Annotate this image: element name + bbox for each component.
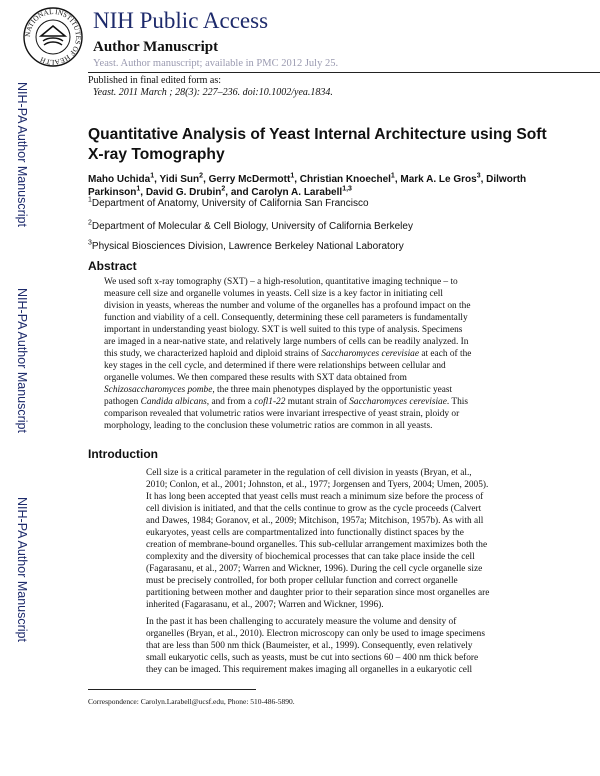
author-manuscript-subtitle: Author Manuscript — [93, 39, 219, 55]
text-line: important in understanding yeast biology. SXT is well suited to this type of analysis. Specimens — [104, 325, 463, 335]
footnote-divider — [88, 689, 256, 690]
text-line: pathogen Candida albicans, and from a cofl1-22 mutant strain of Saccharomyces cerevisiae. This — [104, 397, 469, 407]
text-line: function and viability of a cell. Consequently, determining these cell parameters is fundamentally — [104, 313, 468, 323]
text-line: measure cell size and organelle volumes in yeasts. Cell size is a key factor in initiating cell — [104, 289, 443, 299]
affiliation-2-text: Department of Molecular & Cell Biology, University of California Berkeley — [91, 221, 413, 232]
text-line: must be precisely controlled, for both proper cellular function and correct organelle — [146, 576, 458, 586]
article-title: Quantitative Analysis of Yeast Internal Architecture using Soft X-ray Tomography — [88, 126, 547, 163]
abstract-body — [104, 276, 471, 432]
text-line: key stages in the cell cycle, and determined if there were relationships between cellular and — [104, 361, 446, 371]
introduction-paragraph-1 — [146, 467, 489, 611]
affiliation-3-text: Physical Biosciences Division, Lawrence Berkeley National Laboratory — [91, 241, 404, 252]
affiliation-1-text: Department of Anatomy, University of California San Francisco — [91, 198, 369, 209]
text-line: division in yeasts, whereas the number and volume of the organelles has a profound impact on the — [104, 301, 471, 311]
citation-line — [93, 87, 333, 99]
text-line: partitioning between mother and daughter prior to their separation since most organelles are — [146, 588, 490, 598]
text-line: We used soft x-ray tomography (SXT) – a high-resolution, quantitative imaging technique – to — [104, 277, 458, 287]
affiliation-3 — [88, 241, 404, 253]
text-line: Schizosaccharomyces pombe, the three main phenotypes displayed by the opportunistic yeast — [104, 385, 453, 395]
published-in-label: Published in final edited form as: — [88, 75, 222, 86]
side-label-top: NIH-PA Author Manuscript — [15, 82, 29, 227]
affiliation-1-num: 1 — [88, 196, 92, 204]
introduction-paragraph-2 — [146, 616, 485, 676]
text-line: 2010; Conlon, et al., 2001; Johnston, et al., 1977; Jorgensen and Tyers, 2004; Umen, 2005). — [146, 480, 489, 490]
text-line: they can be imaged. This requirement makes imaging all organelles in a eukaryotic cell — [146, 665, 473, 675]
text-line: comparison revealed that volumetric ratios were invariant irrespective of yeast strain, ploidy or — [104, 409, 460, 419]
citation-text: Yeast. 2011 March ; 28(3): 227–236. doi:10.1002/yea.1834. — [93, 87, 333, 98]
author-list: Maho Uchida$^1$, Yidi Sun$^2$, Gerry McDermott$^1$, Christian Knoechel$^1$, Mark A. Le Gros$^3$, Dilworth Parkinson$^1$, David G. Drubin$^2$, and Carolyn A. Larabell$^{1,3}$ — [88, 172, 527, 198]
correspondence-footnote: Correspondence: Carolyn.Larabell@ucsf.edu, Phone: 510-486-5890. — [88, 697, 295, 706]
text-line: complexity and the diversity of biochemical processes that can take place inside the cell — [146, 552, 475, 562]
affiliation-3-num: 3 — [88, 239, 92, 247]
nih-logo — [22, 6, 84, 68]
text-line: inherited (Fagarasanu, et al., 2007; Warren and Wickner, 1996). — [146, 600, 384, 610]
affiliation-2 — [88, 221, 413, 233]
affiliation-2-num: 2 — [88, 219, 92, 227]
pmc-availability-note: Yeast. Author manuscript; available in PMC 2012 July 25. — [93, 58, 339, 69]
text-line: organelles (Bryan, et al., 2010). Electron microscopy can only be used to image specimens — [146, 629, 485, 639]
text-line: are imaged in a near-native state, and relatively large numbers of cells can be readily analyzed. In — [104, 337, 469, 347]
text-line: Cell size is a critical parameter in the regulation of cell division in yeasts (Bryan, et al., — [146, 468, 472, 478]
text-line: cell division is initiated, and that the cells continue to grow as the cycle proceeds (Calvert — [146, 504, 482, 514]
abstract-heading: Abstract — [88, 259, 137, 273]
introduction-heading: Introduction — [88, 447, 158, 461]
text-line: that are less than 500 nm thick (Baumeister, et al., 1999). Consequently, even relatively — [146, 641, 473, 651]
text-line: organelle volumes. We then compared these results with SXT data obtained from — [104, 373, 407, 383]
text-line: and Dawes, 1984; Goranov, et al., 2009; Mitchison, 1957a; Mitchison, 1957b). As with all — [146, 516, 484, 526]
header-divider — [88, 72, 600, 73]
text-line: eukaryotes, yeast cells are compartmentalized into functionally distinct spaces by the — [146, 528, 464, 538]
text-line: creation of membrane-bound organelles. This sub-cellular arrangement maximizes both the — [146, 540, 488, 550]
side-label-middle: NIH-PA Author Manuscript — [15, 288, 29, 433]
text-line: morphology, leading to the conclusion these volumetric ratios are common in all yeasts. — [104, 421, 433, 431]
side-label-bottom: NIH-PA Author Manuscript — [15, 497, 29, 642]
nih-public-access-title: NIH Public Access — [93, 8, 269, 33]
text-line: small eukaryotic cells, such as yeasts, must be cut into sections 60 – 400 nm thick before — [146, 653, 479, 663]
text-line: In the past it has been challenging to accurately measure the volume and density of — [146, 617, 457, 627]
logo-ring-text: NATIONAL INSTITUTES OF HEALTH — [23, 7, 83, 67]
text-line: (Fagarasanu, et al., 2007; Warren and Wickner, 1996). During the cell cycle organelle size — [146, 564, 483, 574]
text-line: this study, we characterized haploid and diploid strains of Saccharomyces cerevisiae at each of the — [104, 349, 472, 359]
text-line: It has long been accepted that yeast cells must reach a minimum size before the process of — [146, 492, 484, 502]
affiliation-1 — [88, 198, 369, 210]
